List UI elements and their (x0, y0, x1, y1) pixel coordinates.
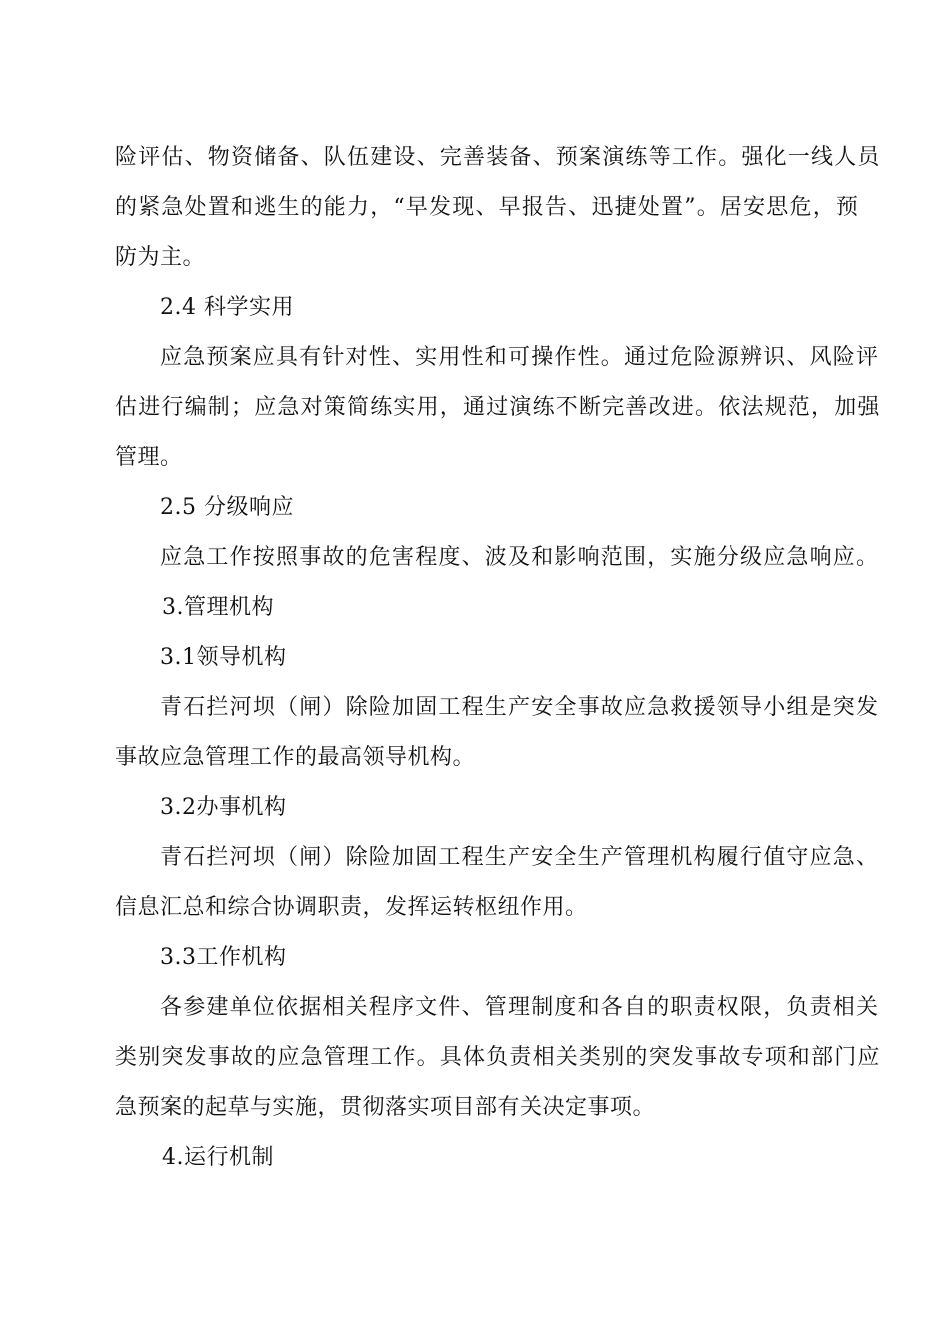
paragraph-line: 各参建单位依据相关程序文件、管理制度和各自的职责权限，负责相关 (160, 995, 880, 1020)
section-heading-3-1: 3.1领导机构 (160, 645, 287, 670)
paragraph-line: 事故应急管理工作的最高领导机构。 (115, 745, 476, 770)
paragraph-line: 信息汇总和综合协调职责，发挥运转枢纽作用。 (115, 895, 588, 920)
section-heading-2-5: 2.5 分级响应 (160, 495, 294, 520)
section-heading-3: 3.管理机构 (162, 595, 274, 620)
paragraph-line: 类别突发事故的应急管理工作。具体负责相关类别的突发事故专项和部门应 (115, 1045, 881, 1070)
paragraph-line: 防为主。 (115, 245, 206, 270)
paragraph-line: 应急工作按照事故的危害程度、波及和影响范围，实施分级应急响应。 (160, 545, 880, 570)
paragraph-line: 应急预案应具有针对性、实用性和可操作性。通过危险源辨识、风险评 (160, 345, 880, 370)
paragraph-line: 急预案的起草与实施，贯彻落实项目部有关决定事项。 (115, 1095, 656, 1120)
paragraph-line: 管理。 (115, 445, 183, 470)
paragraph-line: 青石拦河坝（闸）除险加固工程生产安全生产管理机构履行值守应急、 (160, 845, 880, 870)
paragraph-line: 险评估、物资储备、队伍建设、完善装备、预案演练等工作。强化一线人员 (115, 145, 881, 170)
section-heading-2-4: 2.4 科学实用 (160, 295, 294, 320)
section-heading-3-3: 3.3工作机构 (160, 945, 287, 970)
paragraph-line: 的紧急处置和逃生的能力，“早发现、早报告、迅捷处置”。居安思危，预 (115, 195, 860, 220)
section-heading-3-2: 3.2办事机构 (160, 795, 287, 820)
section-heading-4: 4.运行机制 (162, 1145, 274, 1170)
paragraph-line: 估进行编制；应急对策简练实用，通过演练不断完善改进。依法规范，加强 (115, 395, 881, 420)
paragraph-line: 青石拦河坝（闸）除险加固工程生产安全事故应急救援领导小组是突发 (160, 695, 880, 720)
